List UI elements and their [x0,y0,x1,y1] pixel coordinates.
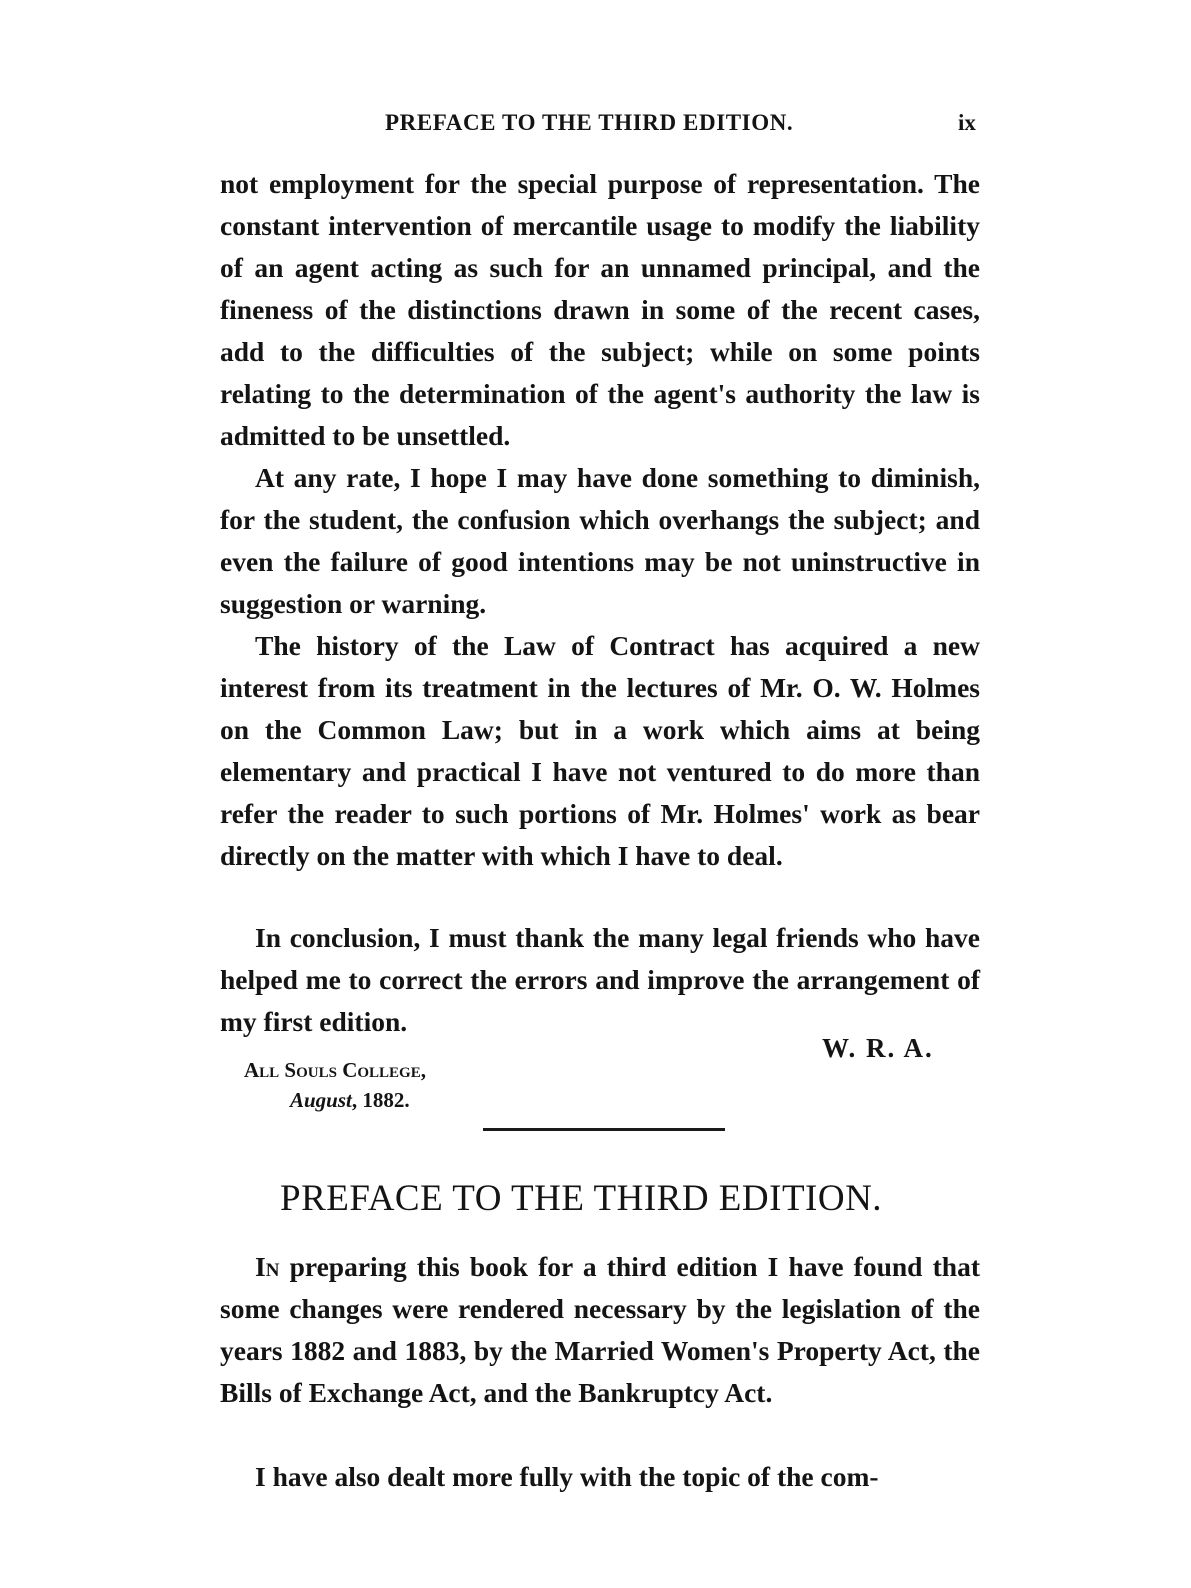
paragraph-continued [220,163,980,457]
paragraph [220,917,980,1043]
author-initials: W. R. A. [822,1033,934,1063]
running-head: PREFACE TO THE THIRD EDITION. [385,110,794,135]
paragraph-text: The history of the Law of Contract has acquired a new interest from its treatment in the lectures of Mr. O. W. Holmes on the Common Law; but in a work which aims at being elementary and practical I have not ventured to do more than refer the reader to such portions of Mr. Holmes' work as bear directly on the matter with which I have to deal. [220,630,980,871]
date-month: August [290,1088,352,1112]
signing-place: All Souls College, [244,1058,426,1082]
paragraph-rest: preparing this book for a third edition I have found that some changes were rendered necessary by the legislation of the years 1882 and 1883, by the Married Women's Property Act, the Bills of Exchange Act, and the Bankruptcy Act. [220,1251,980,1408]
paragraph [220,1246,980,1414]
paragraph [220,625,980,877]
signing-date [290,1088,410,1113]
paragraph-text: In conclusion, I must thank the many legal friends who have helped me to correct the errors and improve the arrangement of my first edition. [220,922,980,1037]
paragraph-text [220,1246,980,1414]
paragraph [220,457,980,625]
date-year: , 1882. [351,1088,410,1112]
paragraph-text: not employment for the special purpose of representation. The constant intervention of mercantile usage to modify the liability of an agent acting as such for an unnamed principal, and the fineness of the distinctions drawn in some of the recent cases, add to the difficulties of the subject; while on some points relating to the determination of the agent's authority the law is admitted to be unsettled. [220,168,980,451]
section-title: PREFACE TO THE THIRD EDITION. [280,1178,883,1219]
paragraph-text: At any rate, I hope I may have done something to diminish, for the student, the confusion which overhangs the subject; and even the failure of good intentions may be not uninstructive in suggestion or warning. [220,462,980,619]
lead-word: In [255,1251,280,1282]
section-divider [483,1128,725,1131]
page-number: ix [958,110,976,135]
paragraph-text: I have also dealt more fully with the topic of the com- [255,1461,879,1492]
paragraph [220,1456,980,1498]
